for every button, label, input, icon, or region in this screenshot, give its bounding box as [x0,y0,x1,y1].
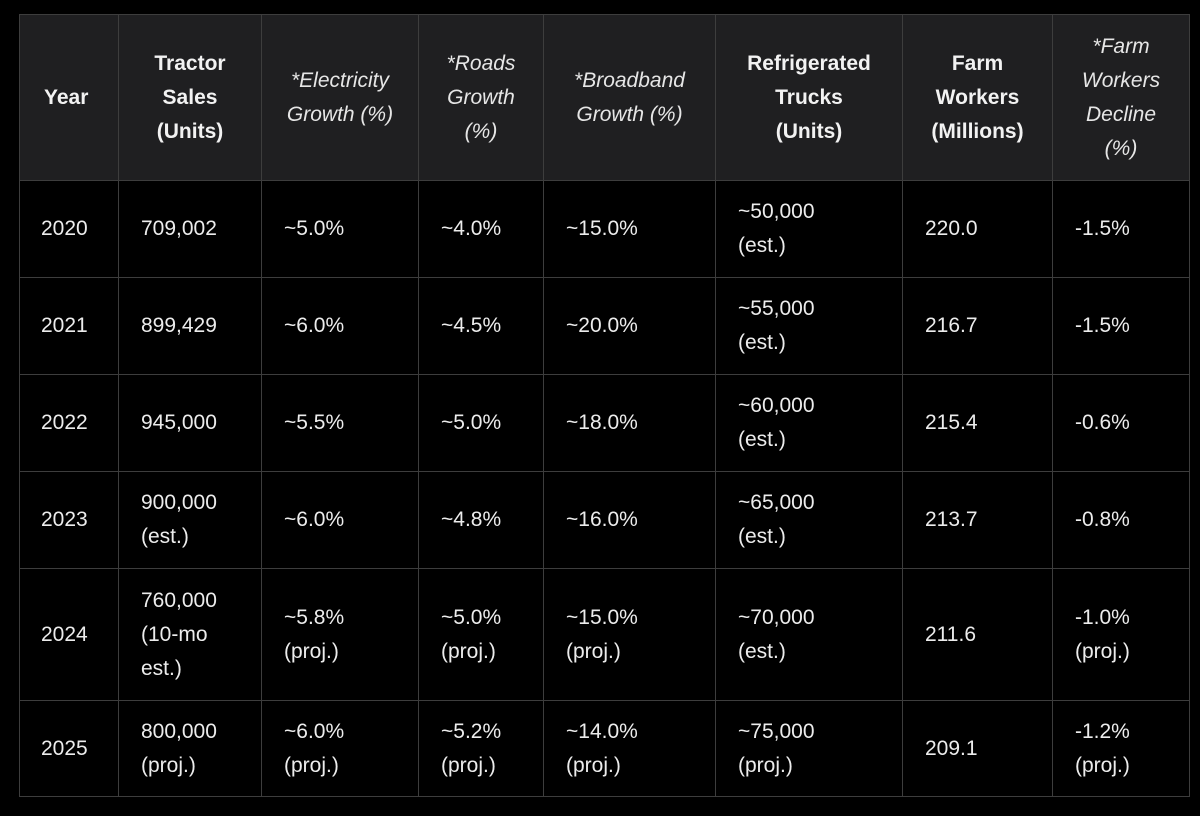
cell-text: -1.0% [1075,605,1130,629]
cell-farm-workers-decline [1053,278,1190,375]
cell-text: -0.6% [1075,411,1130,434]
cell-farm-workers [903,278,1053,375]
cell-tractor-sales [119,375,262,472]
cell-text: ~5.0% [284,217,345,240]
cell-tractor-sales [119,278,262,375]
table-row [20,181,1190,278]
cell-text: ~16.0% [566,508,638,531]
cell-text: (proj.) [441,639,496,663]
cell-text: (proj.) [284,753,339,777]
cell-electricity-growth [262,701,419,797]
cell-text: (10-mo [141,622,208,646]
cell-text: ~15.0% [566,217,638,240]
cell-farm-workers-decline [1053,569,1190,701]
cell-text: 709,002 [141,217,217,240]
cell-roads-growth [419,701,544,797]
cell-farm-workers [903,375,1053,472]
column-header-text: (%) [464,119,498,143]
cell-text: ~60,000 [738,394,815,417]
cell-text: ~50,000 [738,200,815,223]
cell-text: 2020 [41,217,88,240]
cell-text: 215.4 [925,411,978,434]
cell-refrigerated-trucks [716,472,903,569]
cell-electricity-growth [262,569,419,701]
cell-refrigerated-trucks [716,181,903,278]
cell-text: 209.1 [925,736,978,760]
cell-text: -1.2% [1075,719,1130,743]
cell-text: 2025 [41,736,88,760]
cell-text: 216.7 [925,314,978,337]
cell-year [20,181,119,278]
cell-year [20,375,119,472]
cell-text: (proj.) [1075,639,1130,663]
cell-year [20,472,119,569]
cell-farm-workers-decline [1053,472,1190,569]
column-header-text: Tractor [154,51,226,75]
column-header-text: Growth (%) [576,102,683,126]
cell-farm-workers [903,701,1053,797]
cell-tractor-sales [119,569,262,701]
table-body [20,181,1190,797]
cell-year [20,701,119,797]
cell-refrigerated-trucks [716,701,903,797]
cell-text: ~65,000 [738,491,815,514]
column-header-text: Sales [162,85,218,109]
cell-text: ~4.8% [441,508,502,531]
column-header-text: Trucks [775,85,843,109]
cell-broadband-growth [544,375,716,472]
column-header-text: (Units) [156,119,224,143]
cell-text: ~75,000 [738,719,815,743]
cell-electricity-growth [262,472,419,569]
column-header-electricity-growth [262,15,419,181]
cell-text: ~4.5% [441,314,502,337]
column-header-text: Farm [951,51,1004,75]
cell-text: -1.5% [1075,314,1130,337]
cell-text: -1.5% [1075,217,1130,240]
cell-text: ~20.0% [566,314,638,337]
column-header-text: Year [44,85,89,109]
cell-tractor-sales [119,472,262,569]
cell-roads-growth [419,278,544,375]
column-header-text: Decline [1085,102,1157,126]
column-header-text: *Electricity [290,68,390,92]
column-header-text: (Units) [775,119,843,143]
cell-farm-workers-decline [1053,181,1190,278]
cell-text: 2021 [41,314,88,337]
column-header-text: Refrigerated [747,51,871,75]
cell-text: (est.) [738,525,786,548]
cell-text: (proj.) [284,639,339,663]
cell-electricity-growth [262,278,419,375]
table-header [20,15,1190,181]
column-header-text: (Millions) [931,119,1024,143]
cell-text: ~5.2% [441,719,502,743]
cell-text: 2022 [41,411,88,434]
cell-text: ~6.0% [284,314,345,337]
cell-year [20,569,119,701]
cell-text: 211.6 [925,622,976,646]
cell-text: 760,000 [141,588,217,612]
column-header-farm-workers [903,15,1053,181]
cell-text: 800,000 [141,719,217,743]
table-row [20,472,1190,569]
cell-roads-growth [419,375,544,472]
cell-text: (proj.) [738,753,793,777]
cell-text: (proj.) [566,639,621,663]
column-header-roads-growth [419,15,544,181]
cell-tractor-sales [119,181,262,278]
cell-farm-workers [903,472,1053,569]
cell-farm-workers-decline [1053,701,1190,797]
table-row [20,278,1190,375]
column-header-year [20,15,119,181]
cell-text: ~14.0% [566,719,638,743]
column-header-text: *Farm [1092,34,1150,58]
cell-text: 220.0 [925,217,978,240]
cell-text: ~6.0% [284,508,345,531]
cell-text: (proj.) [566,753,621,777]
cell-broadband-growth [544,181,716,278]
table-row [20,569,1190,701]
cell-text: 945,000 [141,411,217,434]
cell-text: (est.) [141,525,189,548]
cell-text: ~70,000 [738,605,815,629]
cell-text: (proj.) [1075,753,1130,777]
cell-text: (proj.) [141,753,196,777]
table-row [20,375,1190,472]
cell-text: (est.) [738,639,786,663]
column-header-tractor-sales [119,15,262,181]
cell-broadband-growth [544,472,716,569]
cell-text: ~15.0% [566,605,638,629]
column-header-text: (%) [1104,136,1138,160]
cell-broadband-growth [544,278,716,375]
cell-text: (proj.) [441,753,496,777]
cell-broadband-growth [544,569,716,701]
cell-refrigerated-trucks [716,278,903,375]
cell-text: 900,000 [141,491,217,514]
column-header-text: *Roads [446,51,516,75]
cell-refrigerated-trucks [716,375,903,472]
cell-roads-growth [419,181,544,278]
cell-farm-workers-decline [1053,375,1190,472]
cell-text: est.) [141,656,182,680]
cell-electricity-growth [262,375,419,472]
cell-text: ~5.5% [284,411,345,434]
column-header-text: *Broadband [574,68,685,92]
cell-text: -0.8% [1075,508,1130,531]
cell-text: ~55,000 [738,297,815,320]
cell-text: 213.7 [925,508,978,531]
cell-text: 2023 [41,508,88,531]
data-table [19,14,1190,797]
cell-text: ~5.0% [441,411,502,434]
cell-roads-growth [419,569,544,701]
data-table-container [19,14,1189,802]
cell-text: ~5.0% [441,605,502,629]
table-row [20,701,1190,797]
cell-text: (est.) [738,331,786,354]
cell-tractor-sales [119,701,262,797]
cell-broadband-growth [544,701,716,797]
column-header-refrigerated-trucks [716,15,903,181]
cell-refrigerated-trucks [716,569,903,701]
cell-year [20,278,119,375]
cell-text: 899,429 [141,314,217,337]
cell-text: (est.) [738,428,786,451]
cell-text: ~18.0% [566,411,638,434]
column-header-text: Growth [447,85,515,109]
cell-text: ~4.0% [441,217,502,240]
cell-roads-growth [419,472,544,569]
header-row [20,15,1190,181]
cell-text: ~6.0% [284,719,345,743]
column-header-broadband-growth [544,15,716,181]
column-header-text: Workers [1081,68,1161,92]
cell-text: ~5.8% [284,605,345,629]
column-header-text: Growth (%) [286,102,394,126]
cell-text: (est.) [738,234,786,257]
cell-farm-workers [903,181,1053,278]
column-header-farm-workers-decline [1053,15,1190,181]
column-header-text: Workers [935,85,1020,109]
cell-electricity-growth [262,181,419,278]
cell-farm-workers [903,569,1053,701]
cell-text: 2024 [41,622,88,646]
